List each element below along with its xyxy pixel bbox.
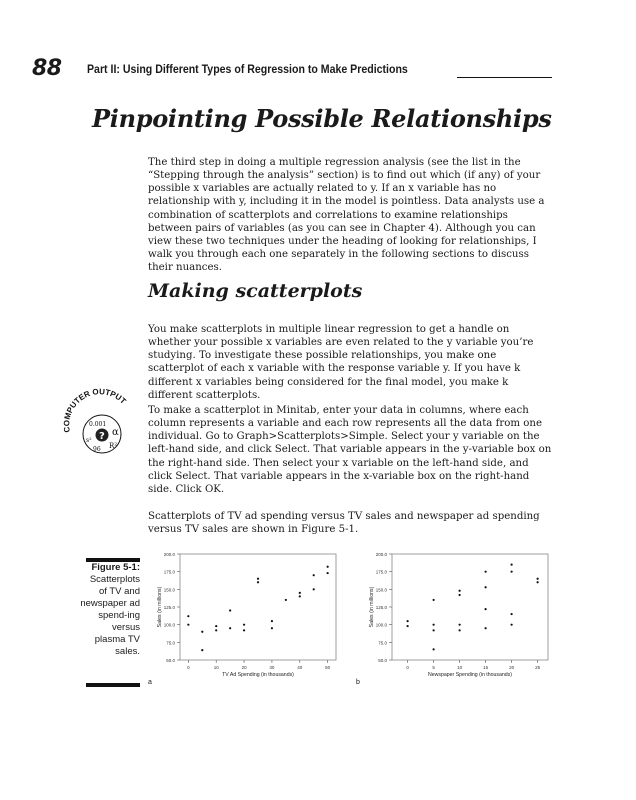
data-point (433, 648, 435, 650)
data-point (459, 629, 461, 631)
data-point (229, 627, 231, 629)
y-tick-label: 150.0 (375, 587, 387, 593)
data-point (459, 624, 461, 626)
y-axis-label: Sales (in millions) (157, 586, 163, 628)
scatter-paragraph: You make scatterplots in multiple linear regression to get a handle on whether your possible x variables are even related to the y variable you’re studying. To investigate these possible relationships, you make one scatterplot of each x variable with the response variable y. If you have k different x variables being considered for the final model, you make k different scatterplots. (148, 324, 534, 401)
scatterplot-newspaper (360, 548, 556, 688)
icon-symbol-3: R² (109, 442, 118, 450)
intro-paragraph: The third step in doing a multiple regression analysis (see the list in the “Stepping through the analysis” section) is to find out which (if any) of your possible x variables are actually related to y. If an x variable has no relationship with y, including it in the model is pointless. Data analysts use a combination of scatterplots and correlations to examine relationships between pairs of variables (as you can see in Chapter 4). Although you can view these two techniques under the heading of looking for relationships, I walk you through each one separately in the following sections to discuss their nuances. (148, 157, 545, 273)
x-tick-label: 0 (187, 665, 190, 670)
data-point (243, 629, 245, 631)
y-tick-label: 200.0 (375, 552, 387, 557)
x-axis-label: Newspaper Spending (in thousands) (428, 672, 512, 678)
data-point (215, 625, 217, 627)
data-point (187, 624, 189, 626)
data-point (257, 581, 259, 583)
data-point (433, 599, 435, 601)
x-tick-label: 40 (297, 665, 303, 670)
computer-output-icon (62, 388, 142, 460)
x-tick-label: 30 (269, 665, 275, 670)
y-axis-label: Sales (in millions) (369, 586, 375, 628)
icon-symbol-5: 96 (93, 446, 101, 453)
running-head: Part II: Using Different Types of Regression to Make Predictions (87, 64, 408, 76)
x-tick-label: 50 (325, 665, 331, 670)
x-tick-label: 10 (457, 665, 463, 670)
x-tick-label: 20 (241, 665, 247, 670)
data-point (537, 578, 539, 580)
data-point (187, 615, 189, 617)
plot-frame (392, 554, 548, 660)
figure-label: Figure 5-1: (91, 562, 140, 573)
data-point (407, 620, 409, 622)
icon-symbol-2: α (112, 427, 119, 438)
data-point (537, 581, 539, 583)
header-rule (457, 77, 552, 78)
data-point (511, 564, 513, 566)
data-point (327, 572, 329, 574)
icon-arc-text: COMPUTER OUTPUT (62, 388, 128, 434)
figure-caption (80, 562, 140, 658)
data-point (229, 609, 231, 611)
data-point (215, 629, 217, 631)
caption-bar-bottom (86, 683, 140, 687)
page-number: 88 (32, 56, 62, 81)
data-point (511, 624, 513, 626)
y-tick-label: 100.0 (375, 622, 387, 628)
y-tick-label: 125.0 (375, 605, 387, 610)
x-tick-label: 5 (432, 665, 435, 670)
data-point (201, 631, 203, 633)
icon-symbol-4: s² (86, 437, 92, 444)
x-tick-label: 20 (509, 665, 515, 670)
x-tick-label: 15 (483, 665, 489, 670)
data-point (459, 594, 461, 596)
data-point (271, 620, 273, 622)
minitab-paragraph: To make a scatterplot in Minitab, enter your data in columns, where each column represents a variable and each row represents all the data from one individual. Go to Graph>Scatterplots>Simple. Select your y variable on the left-hand side, and click Select. That variable appears in the y-variable box on the right-hand side. Then select your x variable on the left-hand side, and click Select. That variable appears in the x-variable box on the right-hand side. Click OK. (148, 405, 552, 495)
scatterplot-tv (148, 548, 344, 688)
data-point (511, 613, 513, 615)
subsection-title: Making scatterplots (148, 280, 363, 302)
y-tick-label: 50.0 (378, 658, 387, 663)
data-point (327, 566, 329, 568)
section-title: Pinpointing Possible Relationships (92, 104, 552, 133)
icon-question: ? (99, 431, 105, 442)
x-axis-label: TV Ad Spending (in thousands) (222, 672, 294, 678)
icon-symbol-1: 0.001 (89, 421, 107, 428)
data-point (485, 571, 487, 573)
panel-letter-a: a (148, 679, 152, 686)
data-point (511, 571, 513, 573)
data-point (433, 629, 435, 631)
y-tick-label: 100.0 (163, 622, 175, 628)
data-point (485, 627, 487, 629)
y-tick-label: 75.0 (166, 640, 175, 646)
data-point (257, 578, 259, 580)
panel-letter-b: b (356, 679, 360, 686)
plot-frame (180, 554, 336, 660)
data-point (407, 625, 409, 627)
data-point (299, 592, 301, 594)
figure-intro-paragraph: Scatterplots of TV ad spending versus TV sales and newspaper ad spending versus TV sales are shown in Figure 5-1. (148, 511, 540, 536)
x-tick-label: 0 (406, 665, 409, 670)
data-point (485, 608, 487, 610)
data-point (299, 595, 301, 597)
data-point (485, 586, 487, 588)
x-tick-label: 10 (213, 665, 219, 670)
data-point (271, 627, 273, 629)
y-tick-label: 75.0 (378, 640, 387, 646)
y-tick-label: 50.0 (166, 658, 175, 663)
data-point (243, 624, 245, 626)
y-tick-label: 175.0 (375, 569, 387, 575)
figure-caption-text: Scatterplots of TV and newspaper ad spend-ing versus plasma TV sales. (80, 574, 140, 657)
x-tick-label: 25 (535, 665, 541, 670)
data-point (459, 590, 461, 592)
data-point (313, 574, 315, 576)
y-tick-label: 125.0 (163, 605, 175, 610)
data-point (285, 599, 287, 601)
page-header (32, 56, 552, 86)
y-tick-label: 175.0 (163, 569, 175, 575)
y-tick-label: 200.0 (163, 552, 175, 557)
data-point (201, 649, 203, 651)
data-point (433, 624, 435, 626)
y-tick-label: 150.0 (163, 587, 175, 593)
data-point (313, 588, 315, 590)
